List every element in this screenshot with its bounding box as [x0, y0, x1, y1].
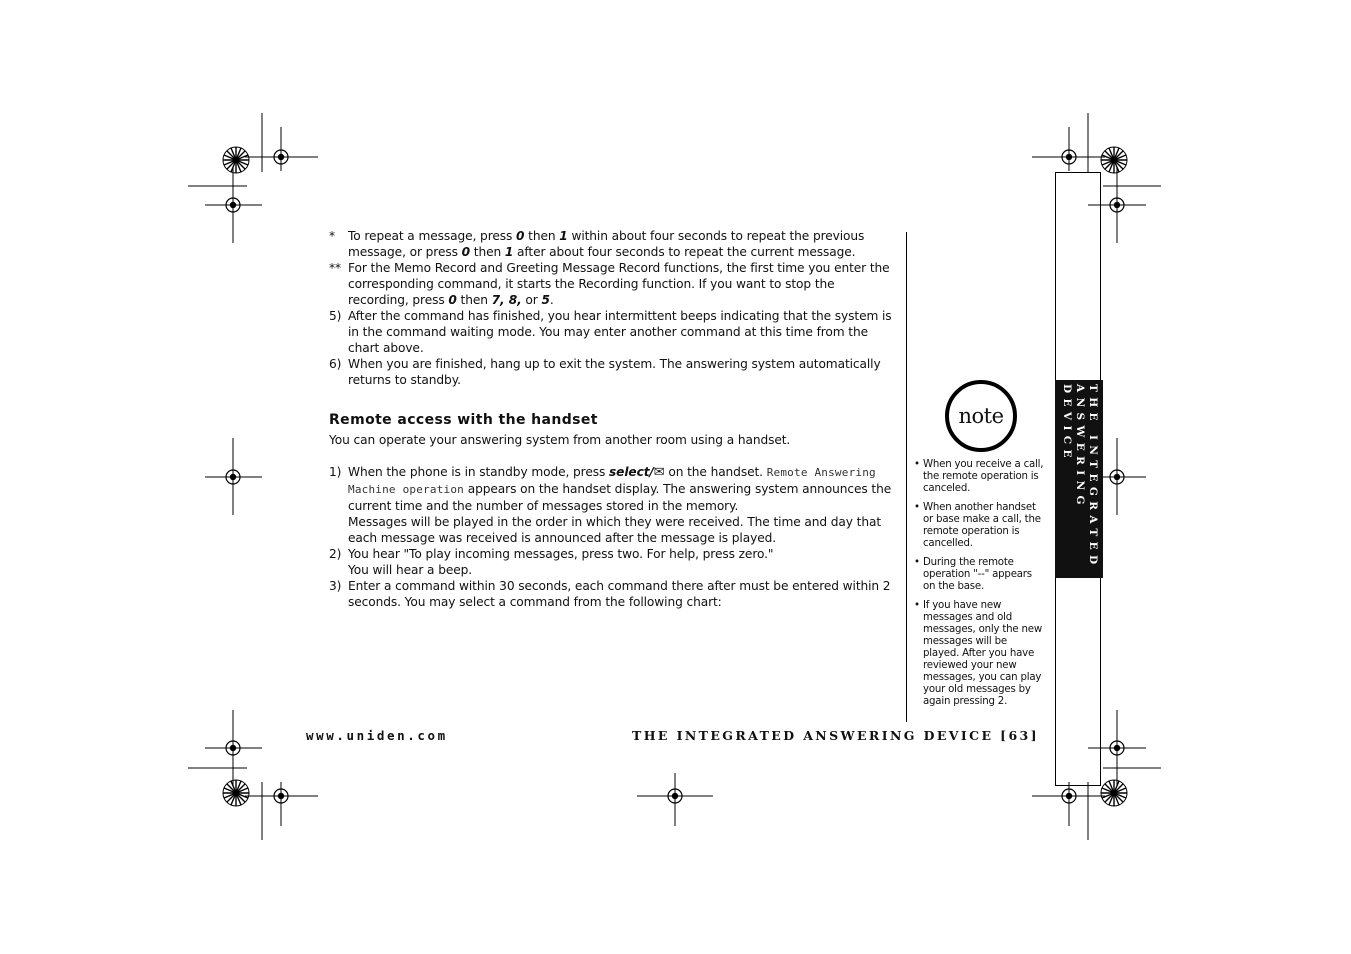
- side-tab-line-1: THE INTEGRATED: [1087, 384, 1099, 570]
- section-heading: Remote access with the handset: [329, 412, 598, 428]
- step-number: 1): [329, 465, 342, 479]
- text-run: Messages will be played in the order in which they were received. The time and day that each message was received is announced after the message is played.: [348, 515, 882, 545]
- side-tab-label: [1059, 384, 1099, 574]
- bullet-icon: •: [914, 502, 920, 513]
- list-item: [329, 260, 895, 308]
- continued-list: [329, 228, 895, 388]
- main-content: [329, 228, 895, 610]
- bullet-icon: •: [914, 557, 920, 568]
- step-item: [329, 546, 895, 578]
- note-text: When you receive a call, the remote operation is canceled.: [923, 459, 1044, 494]
- text-run: You will hear a beep.: [348, 563, 473, 577]
- step-item: [329, 578, 895, 610]
- list-item-text: [348, 260, 895, 308]
- text-run: within about four seconds to repeat the previous message, or press: [348, 229, 865, 259]
- note-text: If you have new messages and old messages, only the new messages will be played. After you have reviewed your new messages, you can play your old messages by again pressing 2.: [923, 600, 1042, 707]
- starburst-target-icon: [223, 147, 249, 173]
- key-label: 0: [516, 229, 525, 243]
- list-item-text: [348, 308, 895, 356]
- text-run: on the handset.: [664, 465, 767, 479]
- side-tab-line-2: ANSWERING DEVICE: [1061, 384, 1086, 510]
- section-intro: You can operate your answering system from another room using a handset.: [329, 433, 791, 447]
- text-run: You hear "To play incoming messages, press two. For help, press zero.": [348, 547, 774, 561]
- footer-website: www.uniden.com: [306, 728, 448, 743]
- list-marker: *: [329, 229, 335, 243]
- list-marker: 6): [329, 357, 342, 371]
- envelope-icon: ✉: [653, 465, 665, 480]
- list-item: [329, 228, 895, 260]
- text-run: Enter a command within 30 seconds, each command there after must be entered within 2 seconds. You may select a command from the following chart:: [348, 579, 891, 609]
- list-item: [329, 308, 895, 356]
- text-run: When you are finished, hang up to exit the system. The answering system automatically returns to standby.: [348, 357, 881, 387]
- step-text: [348, 514, 895, 546]
- text-run: After the command has finished, you hear intermittent beeps indicating that the system is in the command waiting mode. You may enter another command at this time from the chart above.: [348, 309, 892, 355]
- text-run: To repeat a message, press: [348, 229, 517, 243]
- key-label: 1: [504, 245, 514, 259]
- list-marker: **: [329, 261, 341, 275]
- note-text: When another handset or base make a call, the remote operation is cancelled.: [923, 502, 1041, 549]
- text-run: after about four seconds to repeat the current message.: [513, 245, 856, 259]
- display-text: Remote Answering Machine operation: [348, 466, 876, 496]
- step-number: 3): [329, 579, 342, 593]
- starburst-target-icon: [1101, 147, 1127, 173]
- key-label: 0: [461, 245, 471, 259]
- steps-list: [329, 464, 895, 610]
- list-item-text: [348, 356, 895, 388]
- starburst-target-icon: [1101, 780, 1127, 806]
- key-label: 5: [541, 293, 550, 307]
- note-item: [914, 502, 1044, 550]
- bullet-icon: •: [914, 459, 920, 470]
- note-item: [914, 459, 1044, 495]
- notes-list: [914, 459, 1044, 715]
- text-run: then: [470, 245, 505, 259]
- note-item: [914, 600, 1044, 708]
- note-label: note: [958, 404, 1004, 428]
- step-item: [329, 464, 895, 546]
- bullet-icon: •: [914, 600, 920, 611]
- text-run: When the phone is in standby mode, press: [348, 465, 609, 479]
- step-text: [348, 562, 895, 578]
- list-item: [329, 356, 895, 388]
- text-run: For the Memo Record and Greeting Message Record functions, the first time you enter the corresponding command, it starts the Recording function. If you want to stop the recording, press: [348, 261, 890, 307]
- footer-page-label: THE INTEGRATED ANSWERING DEVICE [63]: [632, 728, 1039, 743]
- note-text: During the remote operation "--" appears on the base.: [923, 557, 1032, 592]
- step-text: [348, 464, 895, 514]
- key-label: 7, 8,: [491, 293, 522, 307]
- column-divider: [906, 232, 907, 722]
- key-label: select/: [609, 465, 654, 479]
- list-item-text: [348, 228, 895, 260]
- text-run: or: [521, 293, 542, 307]
- key-label: 1: [559, 229, 568, 243]
- starburst-target-icon: [223, 780, 249, 806]
- text-run: then: [524, 229, 560, 243]
- step-text: [348, 546, 895, 562]
- step-text: [348, 578, 895, 610]
- list-marker: 5): [329, 309, 342, 323]
- key-label: 0: [448, 293, 457, 307]
- note-item: [914, 557, 1044, 593]
- note-badge: [945, 380, 1017, 452]
- text-run: appears on the handset display. The answering system announces the current time and the number of messages stored in the memory.: [348, 482, 892, 513]
- text-run: then: [456, 293, 492, 307]
- text-run: .: [549, 293, 554, 307]
- step-number: 2): [329, 547, 342, 561]
